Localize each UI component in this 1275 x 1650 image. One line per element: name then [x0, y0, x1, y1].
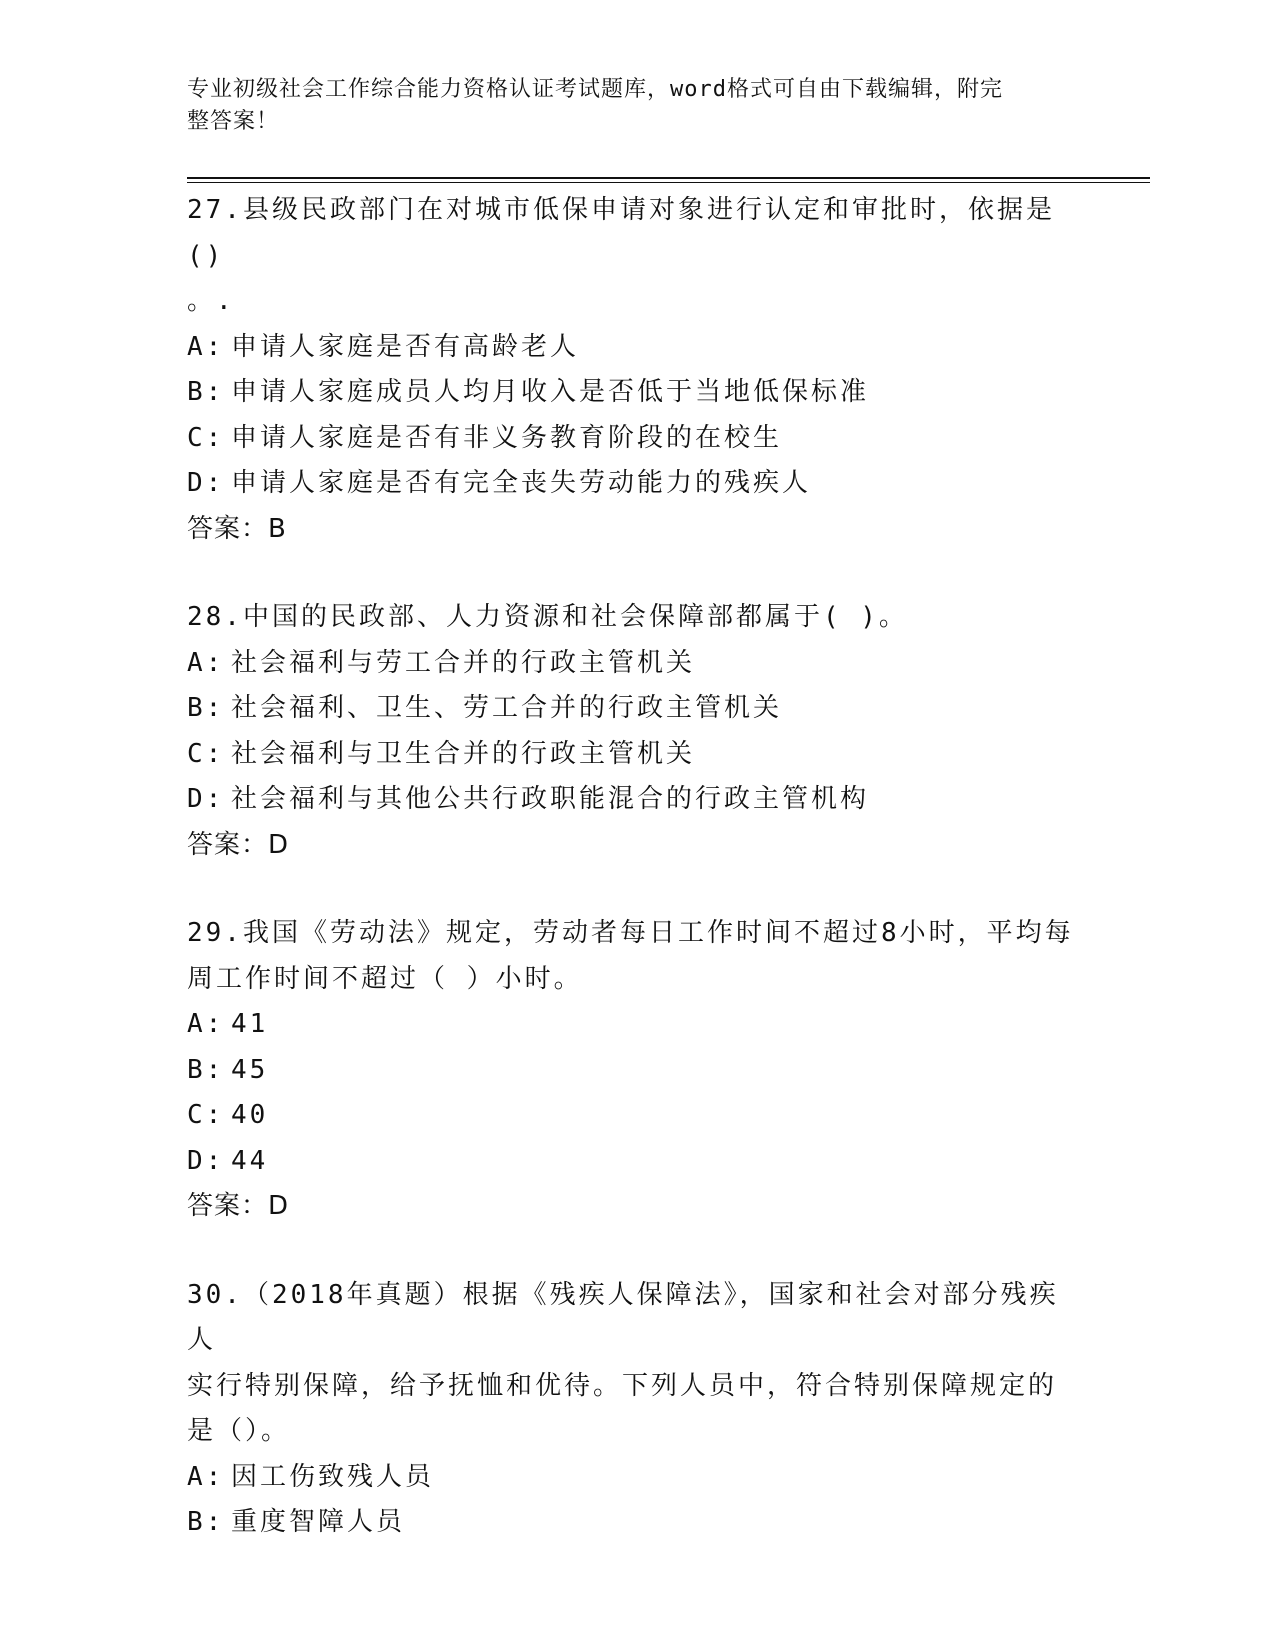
answer-option [187, 1455, 1087, 1501]
document-header [187, 74, 1067, 138]
option-label: C: [187, 1100, 225, 1130]
answer-option [187, 732, 1087, 778]
header-divider-thick [187, 177, 1150, 179]
header-line-2: 整答案！ [187, 109, 280, 134]
option-label: C: [187, 738, 225, 769]
question-stem-line: 30.（2018年真题）根据《残疾人保障法》，国家和社会对部分残疾人 [187, 1279, 1059, 1355]
option-text: 社会福利与其他公共行政职能混合的行政主管机构 [231, 784, 870, 814]
option-label: B: [187, 377, 225, 407]
answer-option [187, 1002, 1087, 1048]
question-stem-line: 周工作时间不超过（ ）小时。 [187, 963, 583, 994]
question-stem-line: 29.我国《劳动法》规定，劳动者每日工作时间不超过8小时，平均每 [187, 918, 1074, 948]
answer-option [187, 686, 1087, 732]
question-block [187, 911, 1087, 1230]
option-text: 41 [231, 1009, 269, 1039]
option-text: 申请人家庭是否有高龄老人 [231, 331, 580, 362]
option-text: 44 [231, 1145, 269, 1176]
question-stem-line: 实行特别保障，给予抚恤和优待。下列人员中，符合特别保障规定的 [187, 1370, 1058, 1401]
option-text: 申请人家庭是否有非义务教育阶段的在校生 [231, 422, 783, 453]
answer-option [187, 325, 1087, 371]
question-block [187, 188, 1087, 552]
option-text: 申请人家庭成员人均月收入是否低于当地低保标准 [231, 377, 870, 407]
header-divider-thin [187, 182, 1150, 183]
question-block [187, 595, 1087, 868]
option-text: 因工伤致残人员 [231, 1461, 435, 1492]
question-stem-line: 。. [187, 286, 235, 316]
option-text: 社会福利与卫生合并的行政主管机关 [231, 738, 696, 769]
option-text: 申请人家庭是否有完全丧失劳动能力的残疾人 [231, 468, 812, 498]
option-label: D: [187, 784, 225, 814]
answer-option [187, 1500, 1087, 1546]
question-stem-line: 28.中国的民政部、人力资源和社会保障部都属于( )。 [187, 602, 908, 632]
option-text: 社会福利与劳工合并的行政主管机关 [231, 647, 696, 678]
option-label: C: [187, 422, 225, 453]
answer-option [187, 1048, 1087, 1094]
answer-option [187, 1139, 1087, 1185]
option-label: D: [187, 1145, 225, 1176]
question-list [187, 188, 1087, 1589]
option-text: 45 [231, 1054, 269, 1085]
answer-option [187, 461, 1087, 507]
option-label: B: [187, 693, 225, 723]
answer-option [187, 777, 1087, 823]
question-block [187, 1273, 1087, 1546]
answer-option [187, 1093, 1087, 1139]
option-label: B: [187, 1507, 225, 1537]
answer-option [187, 370, 1087, 416]
option-label: D: [187, 468, 225, 498]
option-label: A: [187, 647, 225, 678]
question-stem-line: 是（）。 [187, 1416, 291, 1446]
answer-key: 答案：D [187, 829, 290, 860]
option-label: A: [187, 331, 225, 362]
question-stem-line: 27.县级民政部门在对城市低保申请对象进行认定和审批时，依据是() [187, 195, 1055, 271]
option-label: A: [187, 1009, 225, 1039]
answer-key: 答案：D [187, 1191, 290, 1221]
answer-key: 答案：B [187, 513, 287, 544]
option-text: 40 [231, 1100, 269, 1130]
answer-option [187, 416, 1087, 462]
option-text: 社会福利、卫生、劳工合并的行政主管机关 [231, 693, 783, 723]
option-label: B: [187, 1054, 225, 1085]
answer-option [187, 641, 1087, 687]
option-label: A: [187, 1461, 225, 1492]
option-text: 重度智障人员 [231, 1507, 406, 1537]
header-line-1: 专业初级社会工作综合能力资格认证考试题库，word格式可自由下载编辑，附完 [187, 77, 1003, 102]
